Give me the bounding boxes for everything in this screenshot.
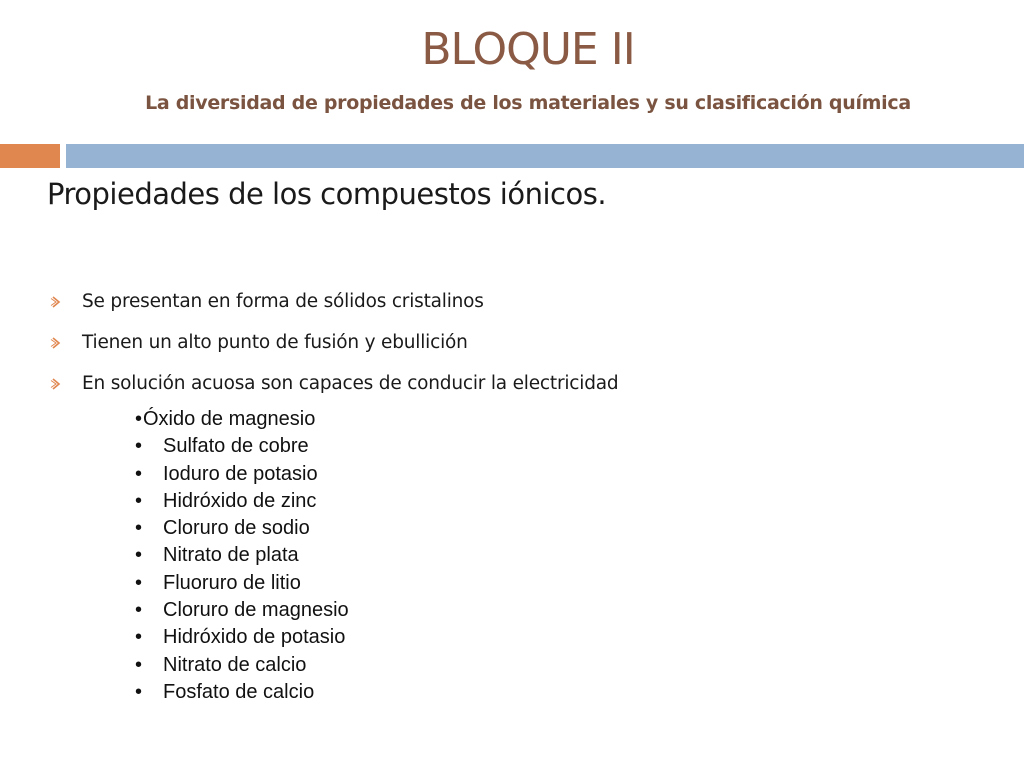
bullet-dot: • bbox=[135, 435, 143, 458]
compound-name: Hidróxido de zinc bbox=[163, 489, 317, 512]
property-text: Tienen un alto punto de fusión y ebullición bbox=[82, 332, 468, 353]
slide-subtitle: La diversidad de propiedades de los materiales y su clasificación química bbox=[145, 92, 911, 114]
compound-name: Fluoruro de litio bbox=[163, 571, 301, 594]
bullet-dot: • bbox=[135, 408, 143, 430]
bullet-dot: • bbox=[135, 462, 143, 485]
compound-name: Sulfato de cobre bbox=[163, 435, 309, 458]
arrow-right-icon bbox=[50, 337, 62, 349]
slide-title: BLOQUE II bbox=[421, 24, 635, 75]
compound-name: Fosfato de calcio bbox=[163, 680, 315, 703]
bullet-dot: • bbox=[135, 544, 143, 567]
arrow-right-icon bbox=[50, 296, 62, 308]
accent-bar-blue bbox=[66, 144, 1024, 168]
slide-header bbox=[0, 0, 1024, 140]
compound-name: Óxido de magnesio bbox=[143, 408, 316, 430]
compound-name: Hidróxido de potasio bbox=[163, 626, 346, 649]
bullet-dot: • bbox=[135, 653, 143, 676]
accent-bar-orange bbox=[0, 144, 60, 168]
bullet-dot: • bbox=[135, 489, 143, 512]
bullet-dot: • bbox=[135, 571, 143, 594]
arrow-right-icon bbox=[50, 378, 62, 390]
compound-name: Nitrato de plata bbox=[163, 544, 299, 567]
bullet-dot: • bbox=[135, 626, 143, 649]
compound-name: Cloruro de magnesio bbox=[163, 599, 349, 622]
compound-name: Cloruro de sodio bbox=[163, 517, 310, 540]
content-heading: Propiedades de los compuestos iónicos. bbox=[47, 177, 607, 211]
property-text: En solución acuosa son capaces de conducir la electricidad bbox=[82, 373, 619, 394]
bullet-dot: • bbox=[135, 517, 143, 540]
compound-name: Ioduro de potasio bbox=[163, 462, 318, 485]
bullet-dot: • bbox=[135, 599, 143, 622]
compound-name: Nitrato de calcio bbox=[163, 653, 307, 676]
property-text: Se presentan en forma de sólidos cristalinos bbox=[82, 291, 484, 312]
bullet-dot: • bbox=[135, 680, 143, 703]
